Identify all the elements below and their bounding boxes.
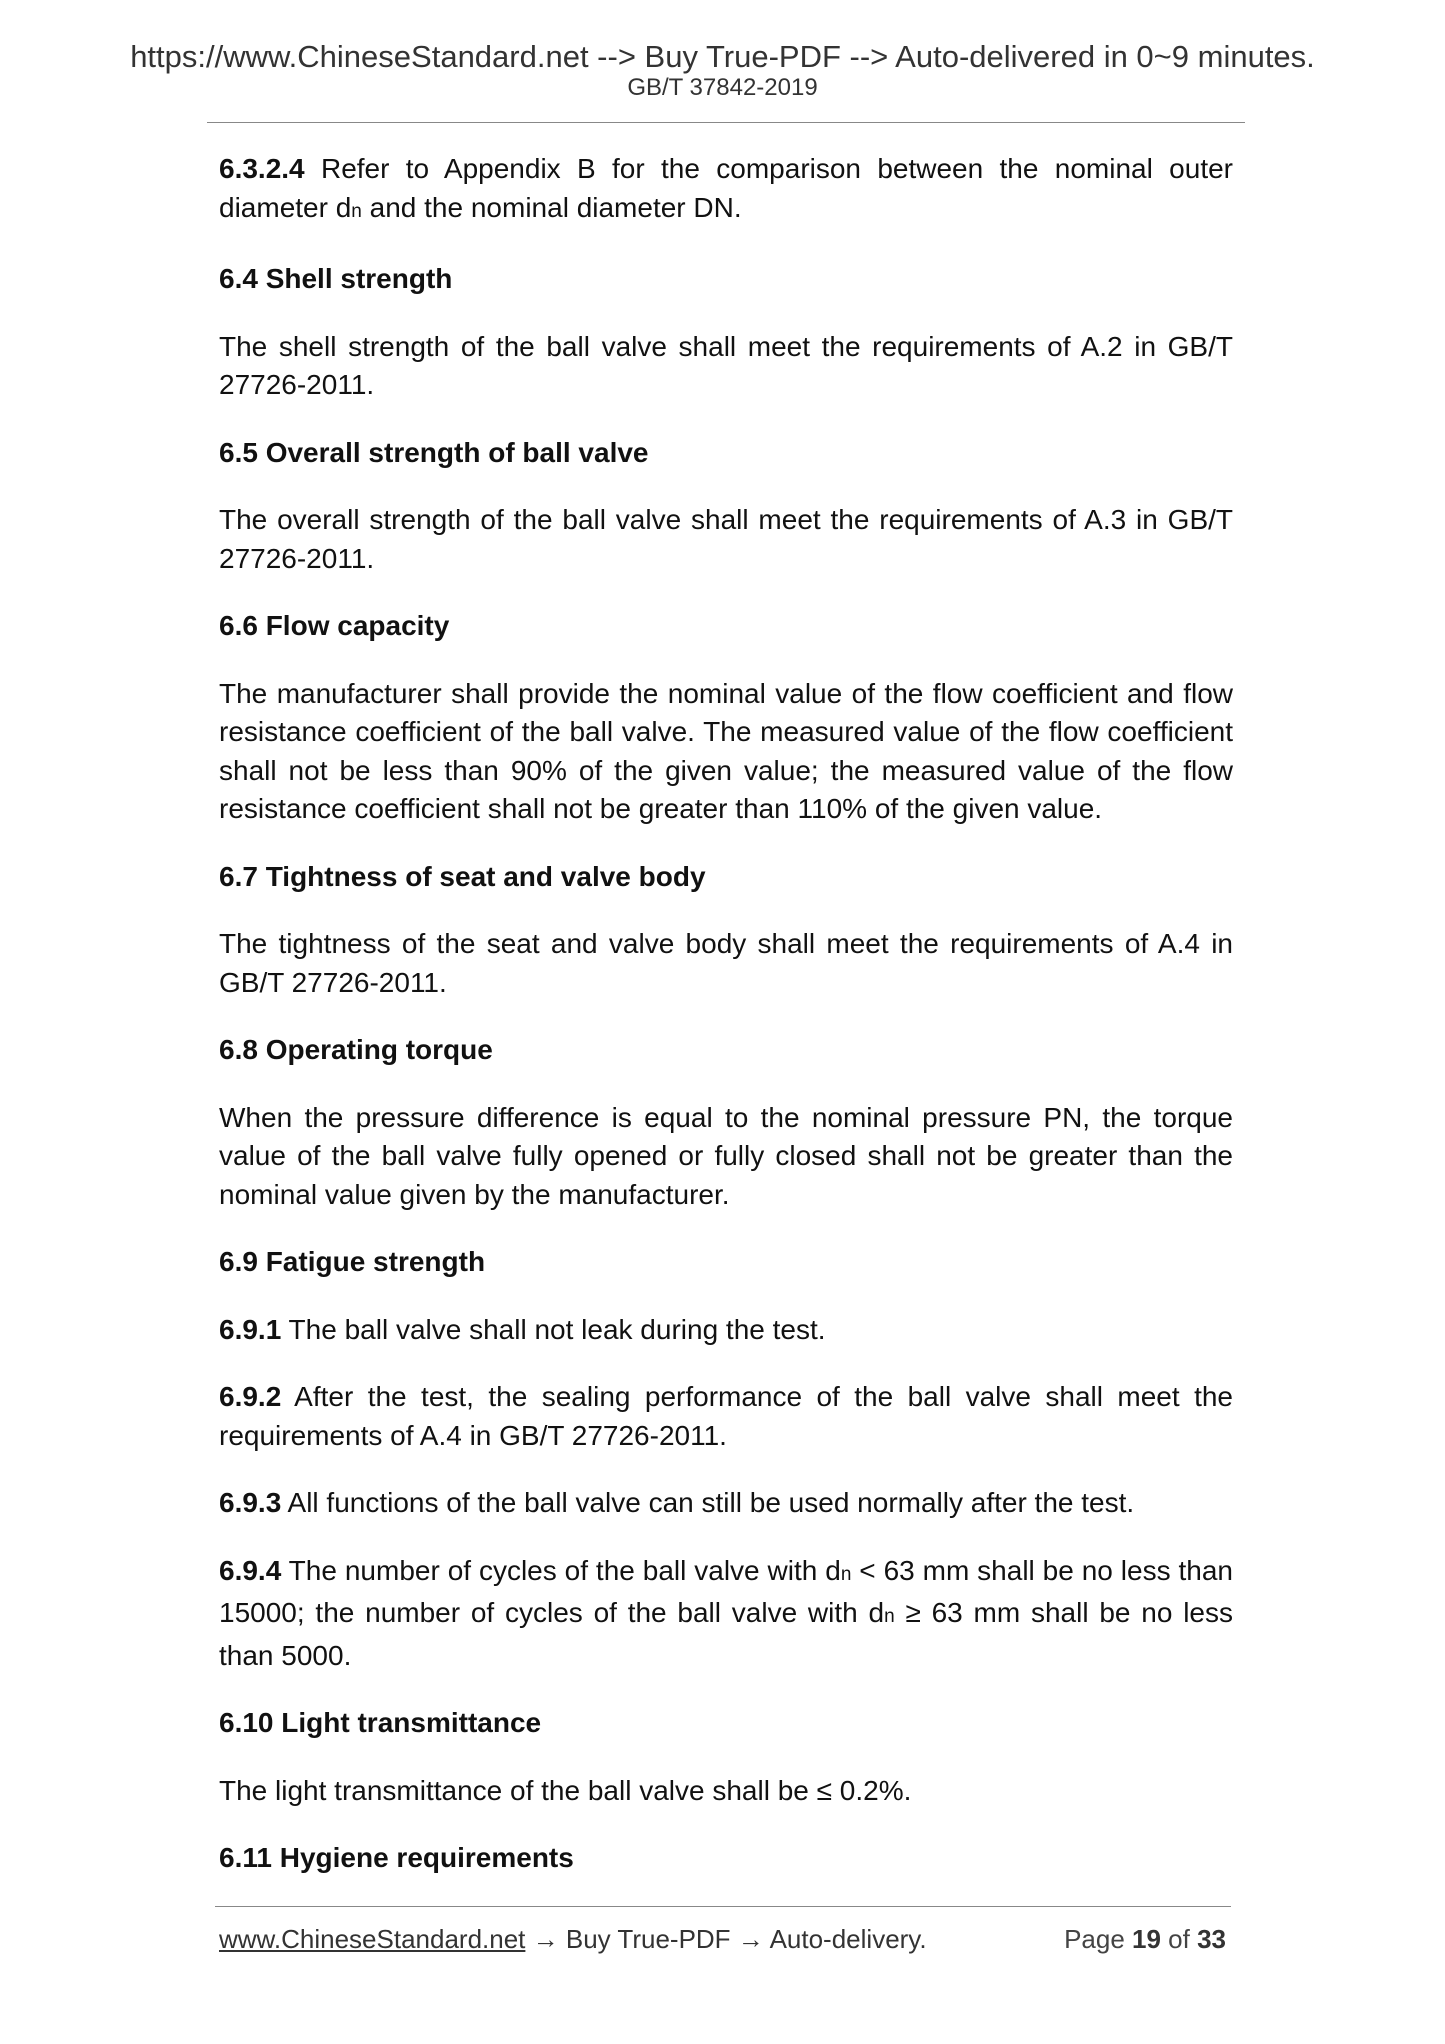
of-label: of — [1160, 1924, 1198, 1954]
clause-text: and the nominal diameter DN. — [361, 191, 742, 223]
footer-source — [219, 1924, 927, 1955]
clause-number: 6.3.2.4 — [219, 153, 305, 184]
clause-text: After the test, the sealing performance of the ball valve shall meet the requirements of A.4 in GB/T 27726-2011. — [219, 1381, 1233, 1451]
clause-6-9-2 — [219, 1378, 1233, 1455]
heading-6-6: 6.6 Flow capacity — [219, 610, 450, 641]
clause-text: < 63 mm shall be no less than 15000; the number of cycles of the ball valve with d — [219, 1554, 1233, 1628]
page-indicator — [1064, 1924, 1226, 1955]
subscript: n — [351, 200, 362, 222]
heading-6-9: 6.9 Fatigue strength — [219, 1246, 486, 1277]
clause-text: All functions of the ball valve can still be used normally after the test. — [281, 1487, 1135, 1518]
clause-number: 6.9.2 — [219, 1381, 282, 1412]
paragraph-6-8: When the pressure difference is equal to the nominal pressure PN, the torque value of the ball valve fully opened or fully closed shall not be greater than the nominal value given by the manufacturer. — [219, 1101, 1233, 1210]
heading-6-10: 6.10 Light transmittance — [219, 1707, 542, 1738]
footer-link[interactable]: www.ChineseStandard.net — [219, 1924, 526, 1954]
page-content — [219, 150, 1233, 1878]
clause-text: The number of cycles of the ball valve with d — [281, 1554, 841, 1586]
footer-divider — [215, 1906, 1231, 1907]
clause-6-9-4 — [219, 1552, 1233, 1676]
clause-text: The ball valve shall not leak during the test. — [281, 1313, 826, 1345]
clause-text: ≥ 63 mm shall be no less than 5000. — [219, 1597, 1233, 1671]
subscript: n — [840, 1563, 852, 1585]
footer-tagline: → Buy True-PDF → Auto-delivery. — [525, 1924, 927, 1954]
page-total: 33 — [1197, 1924, 1226, 1954]
standard-code: GB/T 37842-2019 — [627, 74, 818, 101]
heading-6-5: 6.5 Overall strength of ball valve — [219, 436, 649, 468]
paragraph-6-6: The manufacturer shall provide the nominal value of the flow coefficient and flow resistance coefficient of the ball valve. The measured value of the flow coefficient shall not be less than 90% of the given value; the measured value of the flow resistance coefficient shall not be greater than 110% of the given value. — [219, 677, 1233, 824]
source-banner: https://www.ChineseStandard.net --> Buy True-PDF --> Auto-delivered in 0~9 minutes. — [130, 39, 1315, 74]
clause-6-3-2-4 — [219, 150, 1233, 231]
heading-6-8: 6.8 Operating torque — [219, 1034, 493, 1065]
paragraph-6-4: The shell strength of the ball valve shall meet the requirements of A.2 in GB/T 27726-2011. — [219, 330, 1233, 400]
header-divider — [207, 122, 1245, 123]
clause-number: 6.9.1 — [219, 1313, 282, 1345]
clause-6-9-1 — [219, 1311, 1233, 1350]
heading-6-4: 6.4 Shell strength — [219, 263, 453, 294]
page-number: 19 — [1132, 1924, 1161, 1954]
heading-6-7: 6.7 Tightness of seat and valve body — [219, 860, 706, 892]
clause-number: 6.9.4 — [219, 1554, 282, 1586]
clause-6-9-3 — [219, 1484, 1233, 1523]
clause-text: Refer to Appendix B for the comparison between the nominal outer diameter d — [219, 153, 1233, 223]
paragraph-6-10: The light transmittance of the ball valve shall be ≤ 0.2%. — [219, 1774, 912, 1806]
clause-number: 6.9.3 — [219, 1487, 282, 1518]
paragraph-6-7: The tightness of the seat and valve body shall meet the requirements of A.4 in GB/T 27726-2011. — [219, 928, 1233, 998]
heading-6-11: 6.11 Hygiene requirements — [219, 1842, 574, 1873]
subscript: n — [884, 1606, 895, 1627]
paragraph-6-5: The overall strength of the ball valve shall meet the requirements of A.3 in GB/T 27726-2011. — [219, 504, 1233, 574]
page-label: Page — [1064, 1924, 1133, 1954]
